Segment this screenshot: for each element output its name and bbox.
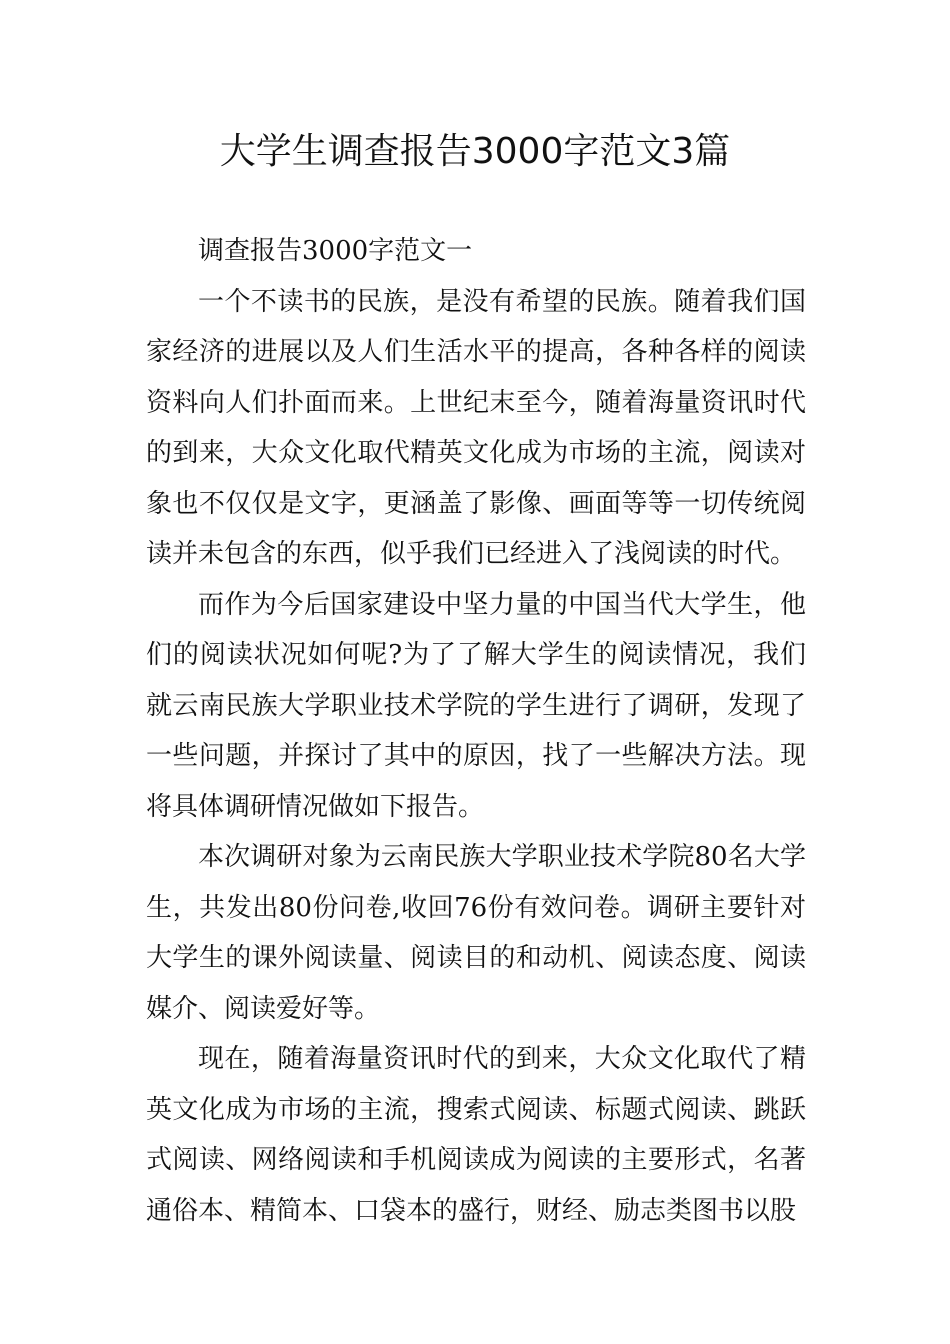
paragraph-2: 而作为今后国家建设中坚力量的中国当代大学生，他们的阅读状况如何呢?为了了解大学生的阅读情况，我们就云南民族大学职业技术学院的学生进行了调研，发现了一些问题，并探讨了其中的原因，找了一些解决方法。现将具体调研情况做如下报告。: [146, 589, 806, 822]
paragraph-3: 本次调研对象为云南民族大学职业技术学院80名大学生，共发出80份问卷,收回76份有效问卷。调研主要针对大学生的课外阅读量、阅读目的和动机、阅读态度、阅读媒介、阅读爱好等。: [146, 842, 806, 1024]
paragraph-4: 现在，随着海量资讯时代的到来，大众文化取代了精英文化成为市场的主流，搜索式阅读、标题式阅读、跳跃式阅读、网络阅读和手机阅读成为阅读的主要形式，名著通俗本、精简本、口袋本的盛行，财经、励志类图书以股: [146, 1044, 806, 1226]
document-title: 大学生调查报告3000字范文3篇: [219, 131, 731, 172]
section-heading: 调查报告3000字范文一: [198, 236, 473, 266]
document-body: [146, 226, 806, 1236]
paragraph-1: 一个不读书的民族，是没有希望的民族。随着我们国家经济的进展以及人们生活水平的提高，各种各样的阅读资料向人们扑面而来。上世纪末至今，随着海量资讯时代的到来，大众文化取代精英文化成为市场的主流，阅读对象也不仅仅是文字，更涵盖了影像、画面等等一切传统阅读并未包含的东西，似乎我们已经进入了浅阅读的时代。: [146, 286, 806, 569]
